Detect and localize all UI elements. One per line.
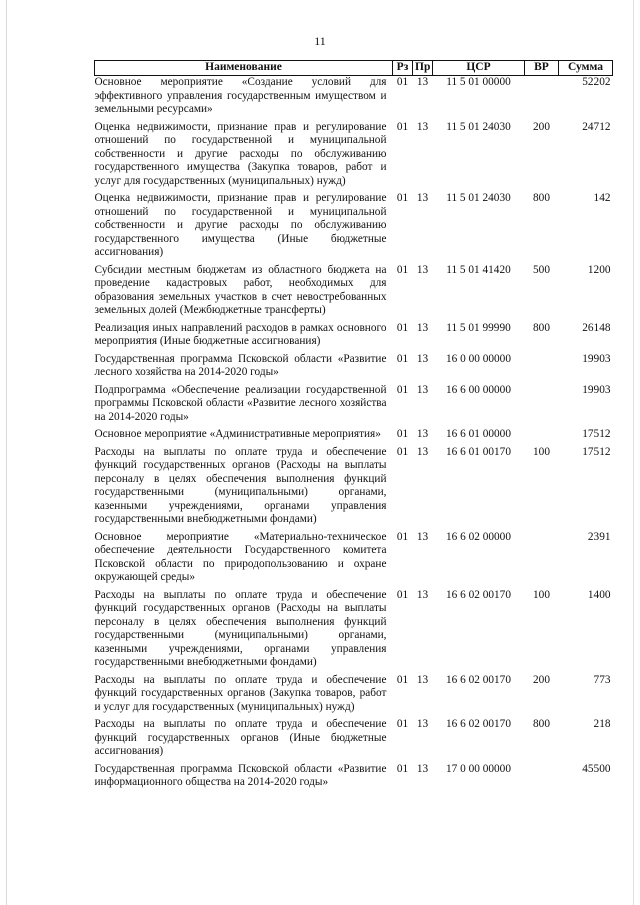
cell-sum: 26148 [582, 321, 611, 334]
header-vr: ВР [525, 61, 559, 76]
cell-pr: 13 [416, 352, 429, 365]
cell-pr: 13 [416, 383, 429, 396]
table-row [95, 353, 613, 384]
cell-vr [525, 763, 559, 794]
page-number: 11 [314, 34, 326, 48]
cell-sum: 773 [593, 673, 611, 686]
cell-name: Основное мероприятие «Материально-техническое обеспечение деятельности Государственного комитета Псковской области по природопользованию и охране окружающей среды» [94, 530, 387, 583]
table-row [95, 763, 613, 794]
cell-csr: 16 0 00 00000 [446, 352, 511, 365]
table-row [95, 264, 613, 322]
budget-table [94, 60, 613, 794]
cell-vr: 800 [533, 321, 550, 334]
cell-name: Подпрограмма «Обеспечение реализации государственной программы Псковской области «Развитие лесного хозяйства на 2014-2020 годы» [94, 383, 387, 423]
cell-pr: 13 [416, 530, 429, 543]
header-sum: Сумма [559, 61, 613, 76]
cell-csr: 16 6 02 00170 [446, 673, 511, 686]
cell-name: Расходы на выплаты по оплате труда и обеспечение функций государственных органов (Закупка товаров, работ и услуг для государственных (муниципальных) нужд) [94, 673, 387, 713]
cell-vr [525, 353, 559, 384]
cell-rz: 01 [396, 76, 409, 88]
table-row [95, 384, 613, 429]
cell-pr: 13 [416, 762, 429, 775]
cell-rz: 01 [396, 588, 409, 601]
header-name: Наименование [95, 61, 393, 76]
table-row [95, 76, 613, 121]
cell-vr: 100 [533, 445, 550, 458]
cell-name: Субсидии местным бюджетам из областного бюджета на проведение кадастровых работ, необходимых для образования земельных участков в счет невостребованных земельных долей (Межбюджетные трансферты) [94, 263, 387, 316]
cell-name: Оценка недвижимости, признание прав и регулирование отношений по государственной и муниципальной собственности и другие расходы по обслуживанию государственного имущества (Закупка товаров, работ и услуг для государственных (муниципальных) нужд) [94, 120, 387, 187]
cell-sum: 17512 [582, 428, 611, 440]
cell-name: Реализация иных направлений расходов в рамках основного мероприятия (Иные бюджетные ассигнования) [94, 321, 387, 347]
cell-sum: 17512 [582, 445, 611, 458]
cell-name: Оценка недвижимости, признание прав и регулирование отношений по государственной и муниципальной собственности и другие расходы по обслуживанию государственного имущества (Иные бюджетные ассигнования) [94, 192, 387, 258]
cell-sum: 24712 [582, 120, 611, 133]
cell-sum: 218 [593, 718, 611, 730]
cell-csr: 16 6 00 00000 [446, 383, 511, 396]
cell-sum: 52202 [582, 76, 611, 88]
cell-vr: 500 [533, 263, 550, 276]
cell-pr: 13 [416, 588, 429, 601]
cell-csr: 17 0 00 00000 [446, 762, 511, 775]
cell-csr: 11 5 01 41420 [446, 263, 511, 276]
table-row [95, 718, 613, 763]
table-row [95, 531, 613, 589]
cell-rz: 01 [396, 673, 409, 686]
table-row [95, 428, 613, 446]
table-header-row [95, 61, 613, 76]
cell-csr: 16 6 01 00170 [446, 445, 511, 458]
cell-vr [525, 76, 559, 121]
cell-name: Основное мероприятие «Административные мероприятия» [94, 428, 381, 440]
cell-csr: 11 5 01 24030 [446, 192, 511, 204]
cell-pr: 13 [416, 321, 429, 334]
cell-rz: 01 [396, 718, 409, 730]
cell-pr: 13 [416, 718, 429, 730]
cell-csr: 16 6 02 00000 [446, 530, 511, 543]
header-csr: ЦСР [433, 61, 525, 76]
cell-sum: 1200 [587, 263, 611, 276]
cell-name: Расходы на выплаты по оплате труда и обеспечение функций государственных органов (Расходы на выплаты персоналу в целях обеспечения выполнения функций государственными (муниципальными) органами, казенными учреждениями, органами управления государственными внебюджетными фондами) [94, 445, 387, 525]
cell-rz: 01 [396, 383, 409, 396]
cell-vr: 200 [533, 120, 550, 133]
cell-rz: 01 [396, 445, 409, 458]
scan-edge-right [633, 0, 634, 905]
cell-rz: 01 [396, 428, 409, 440]
cell-sum: 19903 [582, 352, 611, 365]
cell-vr [525, 531, 559, 589]
table-row [95, 674, 613, 719]
cell-vr: 800 [533, 718, 550, 730]
cell-vr [525, 428, 559, 446]
cell-csr: 11 5 01 99990 [446, 321, 511, 334]
table-row [95, 322, 613, 353]
cell-csr: 11 5 01 00000 [446, 76, 511, 88]
cell-sum: 45500 [582, 762, 611, 775]
cell-rz: 01 [396, 530, 409, 543]
scan-edge-left [6, 0, 7, 905]
table-row [95, 446, 613, 531]
cell-csr: 16 6 02 00170 [446, 588, 511, 601]
cell-vr: 100 [533, 588, 550, 601]
cell-vr: 200 [533, 673, 550, 686]
header-rz: Рз [393, 61, 413, 76]
cell-pr: 13 [416, 120, 429, 133]
cell-name: Основное мероприятие «Создание условий для эффективного управления государственным имуществом и земельными ресурсами» [94, 76, 387, 115]
cell-pr: 13 [416, 76, 429, 88]
cell-pr: 13 [416, 428, 429, 440]
cell-pr: 13 [416, 192, 429, 204]
cell-rz: 01 [396, 192, 409, 204]
cell-name: Государственная программа Псковской области «Развитие информационного общества на 2014-2020 годы» [94, 762, 387, 788]
cell-sum: 2391 [587, 530, 611, 543]
cell-name: Расходы на выплаты по оплате труда и обеспечение функций государственных органов (Расходы на выплаты персоналу в целях обеспечения выполнения функций государственными (муниципальными) органами, казенными учреждениями, органами управления государственными внебюджетными фондами) [94, 588, 387, 668]
cell-rz: 01 [396, 263, 409, 276]
cell-vr [525, 384, 559, 429]
cell-name: Государственная программа Псковской области «Развитие лесного хозяйства на 2014-2020 годы» [94, 352, 387, 378]
table-row [95, 121, 613, 193]
cell-csr: 16 6 02 00170 [446, 718, 511, 730]
cell-vr: 800 [533, 192, 550, 204]
cell-sum: 1400 [587, 588, 611, 601]
cell-sum: 142 [593, 192, 611, 204]
cell-rz: 01 [396, 120, 409, 133]
table-row [95, 192, 613, 264]
header-pr: Пр [413, 61, 433, 76]
cell-csr: 16 6 01 00000 [446, 428, 511, 440]
cell-sum: 19903 [582, 383, 611, 396]
cell-rz: 01 [396, 352, 409, 365]
cell-csr: 11 5 01 24030 [446, 120, 511, 133]
cell-pr: 13 [416, 673, 429, 686]
cell-rz: 01 [396, 321, 409, 334]
cell-name: Расходы на выплаты по оплате труда и обеспечение функций государственных органов (Иные бюджетные ассигнования) [94, 718, 387, 757]
cell-pr: 13 [416, 263, 429, 276]
cell-pr: 13 [416, 445, 429, 458]
cell-rz: 01 [396, 762, 409, 775]
table-row [95, 589, 613, 674]
